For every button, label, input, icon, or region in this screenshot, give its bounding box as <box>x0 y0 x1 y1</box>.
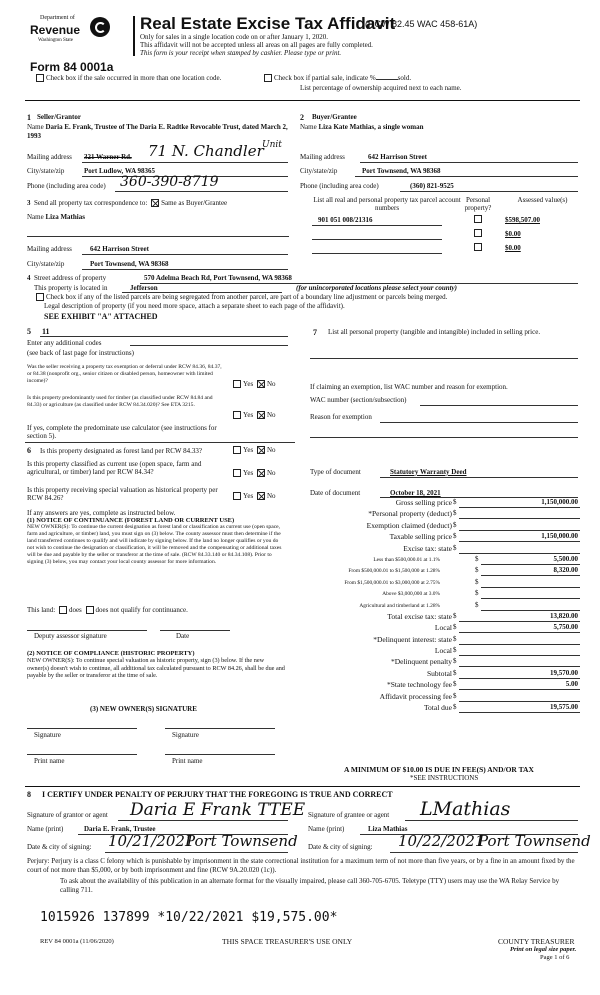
calc-value[interactable]: 13,820.00 <box>550 611 578 620</box>
yes-label: Yes <box>243 380 254 388</box>
buyer-phone-value[interactable]: (360) 821-9525 <box>410 182 454 190</box>
grantee-city-value: Port Townsend <box>478 832 591 850</box>
s6-number: 6 <box>27 446 31 455</box>
footer-page: Page 1 of 6 <box>540 954 570 961</box>
calc-label: Affidavit processing fee <box>379 691 452 701</box>
revenue-text: Revenue <box>30 23 81 37</box>
s3-city-label: City/state/zip <box>27 260 65 268</box>
seller-phone-label: Phone (including area code) <box>27 182 106 190</box>
calc-row <box>305 565 580 576</box>
form-number: Form 84 0001a <box>30 60 114 74</box>
s3-row <box>27 199 227 207</box>
grantor-city-value: Port Townsend <box>185 832 298 850</box>
property-county-value[interactable]: Jefferson <box>130 284 158 292</box>
no-label: No <box>266 380 276 388</box>
calc-label: Gross selling price <box>395 498 452 507</box>
s5-q2: Is this property predominantly used for timber (as classified under RCW 84.84 and 84.33) or agriculture (as classified under RCW 84.34.020)? See ETA 3215. <box>27 395 213 408</box>
personal-checkbox-3[interactable] <box>472 243 484 251</box>
calc-row <box>305 611 580 622</box>
s2-title: Buyer/Grantee <box>312 113 357 121</box>
yes-label: Yes <box>243 446 254 454</box>
s3-city-value[interactable]: Port Townsend, WA 98368 <box>90 260 169 268</box>
calc-label: Taxable selling price <box>389 532 452 542</box>
dollar-sign: $ <box>453 646 457 655</box>
dollar-sign: $ <box>453 520 457 529</box>
calc-row <box>305 508 580 519</box>
grantor-name-label: Name (print) <box>27 825 64 833</box>
doc-date-value[interactable]: October 18, 2021 <box>390 489 441 497</box>
seller-mail-struck: 321 Warner Rd. <box>84 153 132 161</box>
deputy-sig-label: Deputy assessor signature <box>34 632 107 640</box>
s8-number: 8 <box>27 790 31 799</box>
minimum-due-text: A MINIMUM OF $10.00 IS DUE IN FEE(S) AND/OR TAX <box>344 765 534 774</box>
s3-name-value: Liza Mathias <box>45 213 85 221</box>
treasurer-stamp: 1015926 137899 *10/22/2021 $19,575.00* <box>40 910 338 925</box>
calc-row <box>305 520 580 531</box>
same-as-buyer-label: Same as Buyer/Grantee <box>161 199 228 207</box>
footer-rev: REV 84 0001a (11/06/2020) <box>40 938 114 945</box>
calc-label: Above $3,000,000 at 3.0% <box>382 591 440 598</box>
calc-value[interactable]: 1,150,000.00 <box>541 532 578 541</box>
form-cite: (RCW 82.45 WAC 458-61A) <box>365 19 478 29</box>
tax-calc-table <box>305 497 580 713</box>
calc-label: *State technology fee <box>387 680 452 690</box>
calc-label: Subtotal <box>426 668 452 678</box>
owner-sig-label-1: Signature <box>34 731 61 739</box>
calc-row <box>305 656 580 667</box>
calc-row <box>305 634 580 645</box>
buyer-name-label: Name <box>300 123 317 131</box>
grantor-name-value[interactable]: Daria E. Frank, Trustee <box>84 825 156 833</box>
buyer-name-value: Liza Kate Mathias, a single woman <box>318 123 424 131</box>
calc-row <box>305 588 580 599</box>
grantee-date-value: 10/22/2021 <box>398 832 485 850</box>
logo-circle-icon <box>90 17 110 37</box>
s6-q3-yes[interactable] <box>233 492 241 500</box>
calc-label: Excise tax: state <box>403 543 452 553</box>
seller-city-label: City/state/zip <box>27 167 65 175</box>
s6-q3: Is this property receiving special valuation as historical property per RCW 84.26? <box>27 486 218 502</box>
ownership-note: List percentage of ownership acquired next to each name. <box>300 84 462 92</box>
s6-q2-yes[interactable] <box>233 469 241 477</box>
doc-type-value[interactable]: Statutory Warranty Deed <box>390 468 467 476</box>
dollar-sign: $ <box>475 554 479 563</box>
grantee-name-value[interactable]: Liza Mathias <box>368 825 408 833</box>
dollar-sign: $ <box>453 543 457 552</box>
s3-name-label: Name <box>27 213 44 221</box>
dollar-sign: $ <box>453 611 457 620</box>
calc-label: Local <box>434 623 452 633</box>
segregated-checkbox[interactable] <box>36 293 44 301</box>
calc-row <box>305 543 580 554</box>
dept-of-text: Department of <box>40 15 75 21</box>
seller-mail-handwritten: 71 N. Chandler <box>148 142 264 160</box>
s6-q1-no[interactable] <box>257 446 265 454</box>
owner-sig-label-2: Signature <box>172 731 199 739</box>
assessed-header: Assessed value(s) <box>517 196 568 204</box>
s3-text: Send all property tax correspondence to: <box>34 199 148 207</box>
dollar-sign: $ <box>475 589 479 598</box>
seller-name-value: Daria E. Frank, Trustee of The Daria E. Radtke Revocable Trust, dated March 2, 1993 <box>27 123 288 140</box>
reason-label: Reason for exemption <box>310 413 372 421</box>
addl-codes-label: Enter any additional codes <box>27 339 102 347</box>
same-as-buyer-checkbox[interactable] <box>151 199 159 207</box>
calc-row <box>305 622 580 633</box>
segregated-row <box>34 293 447 301</box>
dollar-sign: $ <box>453 623 457 632</box>
deputy-date-label: Date <box>176 632 190 640</box>
s2-number: 2 <box>300 113 304 122</box>
doesnot-label: does not qualify for continuance. <box>95 606 188 614</box>
calc-value[interactable]: 5,500.00 <box>553 554 578 563</box>
s4-street-row <box>27 274 106 282</box>
calc-value[interactable]: 19,570.00 <box>550 668 578 677</box>
calc-row <box>305 668 580 679</box>
partial-sale-checkbox[interactable] <box>264 74 272 82</box>
calc-label: *Delinquent interest: state <box>373 634 452 644</box>
s4-number: 4 <box>27 274 31 282</box>
assessed-value-3[interactable]: $0.00 <box>505 244 521 252</box>
calc-label: Less than $500,000.01 at 1.1% <box>373 556 440 563</box>
s5-q2-answer <box>231 411 276 419</box>
calc-value[interactable]: 5.00 <box>565 680 578 689</box>
wac-label: WAC number (section/subsection) <box>310 396 407 404</box>
multi-location-checkbox[interactable] <box>36 74 44 82</box>
s4-street-label: Street address of property <box>34 274 107 282</box>
form-title: Real Estate Excise Tax Affidavit <box>140 14 396 33</box>
personal-checkbox-1[interactable] <box>472 215 484 223</box>
multi-location-label: Check box if the sale occurred in more than one location code. <box>46 74 222 82</box>
does-label: does <box>68 606 82 614</box>
grantor-signature: Daria E Frank TTEE <box>130 800 306 820</box>
see-instructions: *SEE INSTRUCTIONS <box>410 774 479 782</box>
calc-row <box>305 577 580 588</box>
dollar-sign: $ <box>453 498 457 506</box>
s1-number: 1 <box>27 113 31 122</box>
dollar-sign: $ <box>453 691 457 700</box>
assessed-value-1[interactable]: $598,507.00 <box>505 216 540 224</box>
calc-value[interactable]: 8,320.00 <box>553 566 578 575</box>
seller-city-value[interactable]: Port Ludlow, WA 98365 <box>84 167 156 175</box>
dollar-sign: $ <box>453 680 457 689</box>
calc-label: *Personal property (deduct) <box>368 509 452 519</box>
s6-q1: Is this property designated as forest land per RCW 84.33? <box>40 447 203 455</box>
land-does-checkbox[interactable] <box>59 606 67 614</box>
s5-number: 5 <box>27 327 31 336</box>
legal-desc-label: Legal description of property (if you need more space, attach a separate sheet to each page of the affidavit). <box>44 302 345 310</box>
calc-value[interactable]: 19,575.00 <box>550 703 578 712</box>
dollar-sign: $ <box>453 634 457 643</box>
doc-date-label: Date of document <box>310 489 361 497</box>
wa-state-text: Washington State <box>38 38 74 43</box>
notice-compliance-title: (2) NOTICE OF COMPLIANCE (HISTORIC PROPERTY) <box>27 650 195 657</box>
seller-mail-label: Mailing address <box>27 153 72 161</box>
grantor-sig-label: Signature of grantor or agent <box>27 811 108 819</box>
s6-q2-no[interactable] <box>257 469 265 477</box>
calc-label: Total due <box>423 703 452 713</box>
s6-ifany: If any answers are yes, complete as instructed below. <box>27 509 176 517</box>
calc-row <box>305 691 580 702</box>
dollar-sign: $ <box>475 600 479 609</box>
dollar-sign: $ <box>453 657 457 666</box>
exhibit-text: SEE EXHIBIT "A" ATTACHED <box>44 312 158 321</box>
footer-county-treasurer: COUNTY TREASURER <box>498 937 575 946</box>
s3-name-field[interactable] <box>27 213 85 221</box>
calc-row <box>305 497 580 508</box>
calc-value[interactable]: 1,150,000.00 <box>541 498 578 506</box>
calc-row <box>305 679 580 690</box>
s5-q2b: If yes, complete the predominate use calculator (see instructions for section 5). <box>27 424 217 440</box>
buyer-mail-label: Mailing address <box>300 153 345 161</box>
calc-label: *Delinquent penalty <box>390 657 452 667</box>
s5-q1-no[interactable] <box>257 380 265 388</box>
no-label: No <box>266 446 276 454</box>
footer-treasurer-only: THIS SPACE TREASURER'S USE ONLY <box>222 937 353 946</box>
dollar-sign: $ <box>453 703 457 712</box>
dollar-sign: $ <box>453 668 457 677</box>
s3-number: 3 <box>27 199 31 207</box>
dollar-sign: $ <box>475 577 479 586</box>
buyer-city-label: City/state/zip <box>300 167 338 175</box>
grantee-sig-label: Signature of grantee or agent <box>308 811 390 819</box>
buyer-phone-label: Phone (including area code) <box>300 182 379 190</box>
certify-title: I CERTIFY UNDER PENALTY OF PERJURY THAT THE FOREGOING IS TRUE AND CORRECT <box>42 790 393 799</box>
no-label: No <box>266 469 276 477</box>
s6-q2: Is this property classified as current use (open space, farm and agricultural, or timber) land per RCW 84.34? <box>27 460 202 476</box>
yes-label: Yes <box>243 492 254 500</box>
calc-row <box>305 645 580 656</box>
buyer-name-field[interactable] <box>300 123 423 131</box>
partial-sale-label: Check box if partial sale, indicate % <box>274 74 376 82</box>
grantor-date-value: 10/21/2021 <box>108 832 195 850</box>
land-qualify-row <box>27 606 188 614</box>
dor-logo <box>30 14 112 56</box>
seller-name-label: Name <box>27 123 44 131</box>
buyer-city-value[interactable]: Port Townsend, WA 98368 <box>362 167 441 175</box>
s7-text: List all personal property (tangible and intangible) included in selling price. <box>328 328 541 336</box>
location-code[interactable]: 11 <box>42 327 50 336</box>
s4-located-label: This property is located in <box>34 284 108 292</box>
land-label: This land: <box>27 606 56 614</box>
property-street-value[interactable]: 570 Adelma Beach Rd, Port Townsend, WA 98368 <box>144 274 292 282</box>
notice-continuance-title: (1) NOTICE OF CONTINUANCE (FOREST LAND OR CURRENT USE) <box>27 517 235 524</box>
doc-type-label: Type of document <box>310 468 361 476</box>
grantee-date-label: Date & city of signing: <box>308 843 373 851</box>
s5-q2-yes[interactable] <box>233 411 241 419</box>
dollar-sign: $ <box>453 509 457 518</box>
dollar-sign: $ <box>475 566 479 575</box>
grantee-signature: LMathias <box>420 798 511 820</box>
land-doesnot-checkbox[interactable] <box>86 606 94 614</box>
s7-number: 7 <box>313 328 317 337</box>
header-note-3: This form is your receipt when stamped by cashier. Please type or print. <box>140 49 342 57</box>
footer-legal-paper: Print on legal size paper. <box>510 946 577 953</box>
dollar-sign: $ <box>453 532 457 541</box>
yes-label: Yes <box>243 411 254 419</box>
personal-checkbox-2[interactable] <box>472 229 484 237</box>
notice-compliance-text: NEW OWNER(S): To continue special valuation as historic property, sign (3) below. If the new owner(s) doesn't wish to continue, all additional tax calculated pursuant to RCW 84.26, shall be due and payable by the seller or transferor at the time of sale. <box>27 657 285 680</box>
new-owner-sig-title: (3) NEW OWNER(S) SIGNATURE <box>90 705 197 713</box>
personal-header: Personal property? <box>464 196 492 212</box>
calc-label: Total excise tax: state <box>387 611 452 621</box>
perjury-text: Perjury: Perjury is a class C felony which is punishable by imprisonment in the state correctional institution for a maximum term of not more than five years, or by a fine in an amount fixed by the court of not more than $5,000, or by both imprisonment and fine (RCW 9A.20.020 (1c)). <box>27 857 575 874</box>
accessibility-text: To ask about the availability of this publication in an alternate format for the visually impaired, please call 360-705-6705. Teletype (TTY) users may use the WA Relay Service by calling 711. <box>60 877 560 894</box>
calc-row <box>305 554 580 565</box>
s6-q3-no[interactable] <box>257 492 265 500</box>
s6-q1-answer <box>231 446 276 454</box>
segregated-label: Check box if any of the listed parcels are being segregated from another parcel, are part of a boundary line adjustment or parcels being merged. <box>46 293 448 301</box>
calc-label: Local <box>434 646 452 656</box>
calc-label: From $500,000.01 to $1,500,000 at 1.28% <box>348 568 440 575</box>
grantee-name-label: Name (print) <box>308 825 345 833</box>
header-note-1: Only for sales in a single location code on or after January 1, 2020. <box>140 33 328 41</box>
s5-q1-answer <box>231 380 276 388</box>
seller-unit-handwritten: Unit <box>262 140 282 150</box>
s6-q1-yes[interactable] <box>233 446 241 454</box>
calc-label: Agricultural and timberland at 1.28% <box>359 602 440 609</box>
seller-name-field[interactable] <box>27 123 292 141</box>
s6-q2-answer <box>231 469 276 477</box>
calc-label: Exemption claimed (deduct) <box>366 520 452 530</box>
s3-mail-value[interactable]: 642 Harrison Street <box>90 245 149 253</box>
s3-mail-label: Mailing address <box>27 245 72 253</box>
s5-see-label: (see back of last page for instructions) <box>27 349 134 357</box>
header-note-2: This affidavit will not be accepted unless all areas on all pages are fully completed. <box>140 41 373 49</box>
no-label: No <box>266 492 276 500</box>
partial-sale-row <box>262 74 411 82</box>
seller-phone-handwritten: 360-390-8719 <box>120 174 219 190</box>
calc-label: From $1,500,000.01 to $3,000,000 at 2.75% <box>344 579 440 586</box>
yes-label: Yes <box>243 469 254 477</box>
calc-row <box>305 702 580 713</box>
grantor-date-label: Date & city of signing: <box>27 843 92 851</box>
s5-q1: Was the seller receiving a property tax exemption or deferral under RCW 84.36, 84.37, or 84.38 (nonprofit org., senior citizen or disabled person, homeowner with limited income)? <box>27 364 222 384</box>
s1-title: Seller/Grantor <box>37 113 81 121</box>
owner-print-label-2: Print name <box>172 757 203 765</box>
exemption-label: If claiming an exemption, list WAC number and reason for exemption. <box>310 383 508 391</box>
s4-uninc-note: (for unincorporated locations please select your county) <box>296 284 457 292</box>
calc-value[interactable]: 5,750.00 <box>553 623 578 632</box>
calc-row <box>305 531 580 542</box>
sold-label: sold. <box>397 74 412 82</box>
s5-q1-yes[interactable] <box>233 380 241 388</box>
assessed-value-2[interactable]: $0.00 <box>505 230 521 238</box>
buyer-mail-value[interactable]: 642 Harrison Street <box>368 153 427 161</box>
owner-print-label-1: Print name <box>34 757 65 765</box>
s6-q3-answer <box>231 492 276 500</box>
no-label: No <box>266 411 276 419</box>
parcel-number[interactable]: 901 051 008/21316 <box>318 216 373 224</box>
parcel-header: List all real and personal property tax parcel account numbers <box>313 196 461 212</box>
s5-q2-no[interactable] <box>257 411 265 419</box>
multi-location-row <box>34 74 221 82</box>
notice-continuance-text: NEW OWNER(S): To continue the current designation as forest land or classification as current use (open space, farm and agriculture, or timber) land, you must sign on (3) below. The county assessor must then determine if the land transferred continues to qualify and will indicate by signing below. If the land no longer qualifies or you do not wish to continue the designation or classification, it will be removed and the compensating or additional taxes will be due and payable by the seller or transferor at the time of sale. (RCW 84.33.140 or 84.34.108). Prior to signing (3) below, you may contact your local county assessor for more information. <box>27 524 282 565</box>
calc-row <box>305 600 580 611</box>
